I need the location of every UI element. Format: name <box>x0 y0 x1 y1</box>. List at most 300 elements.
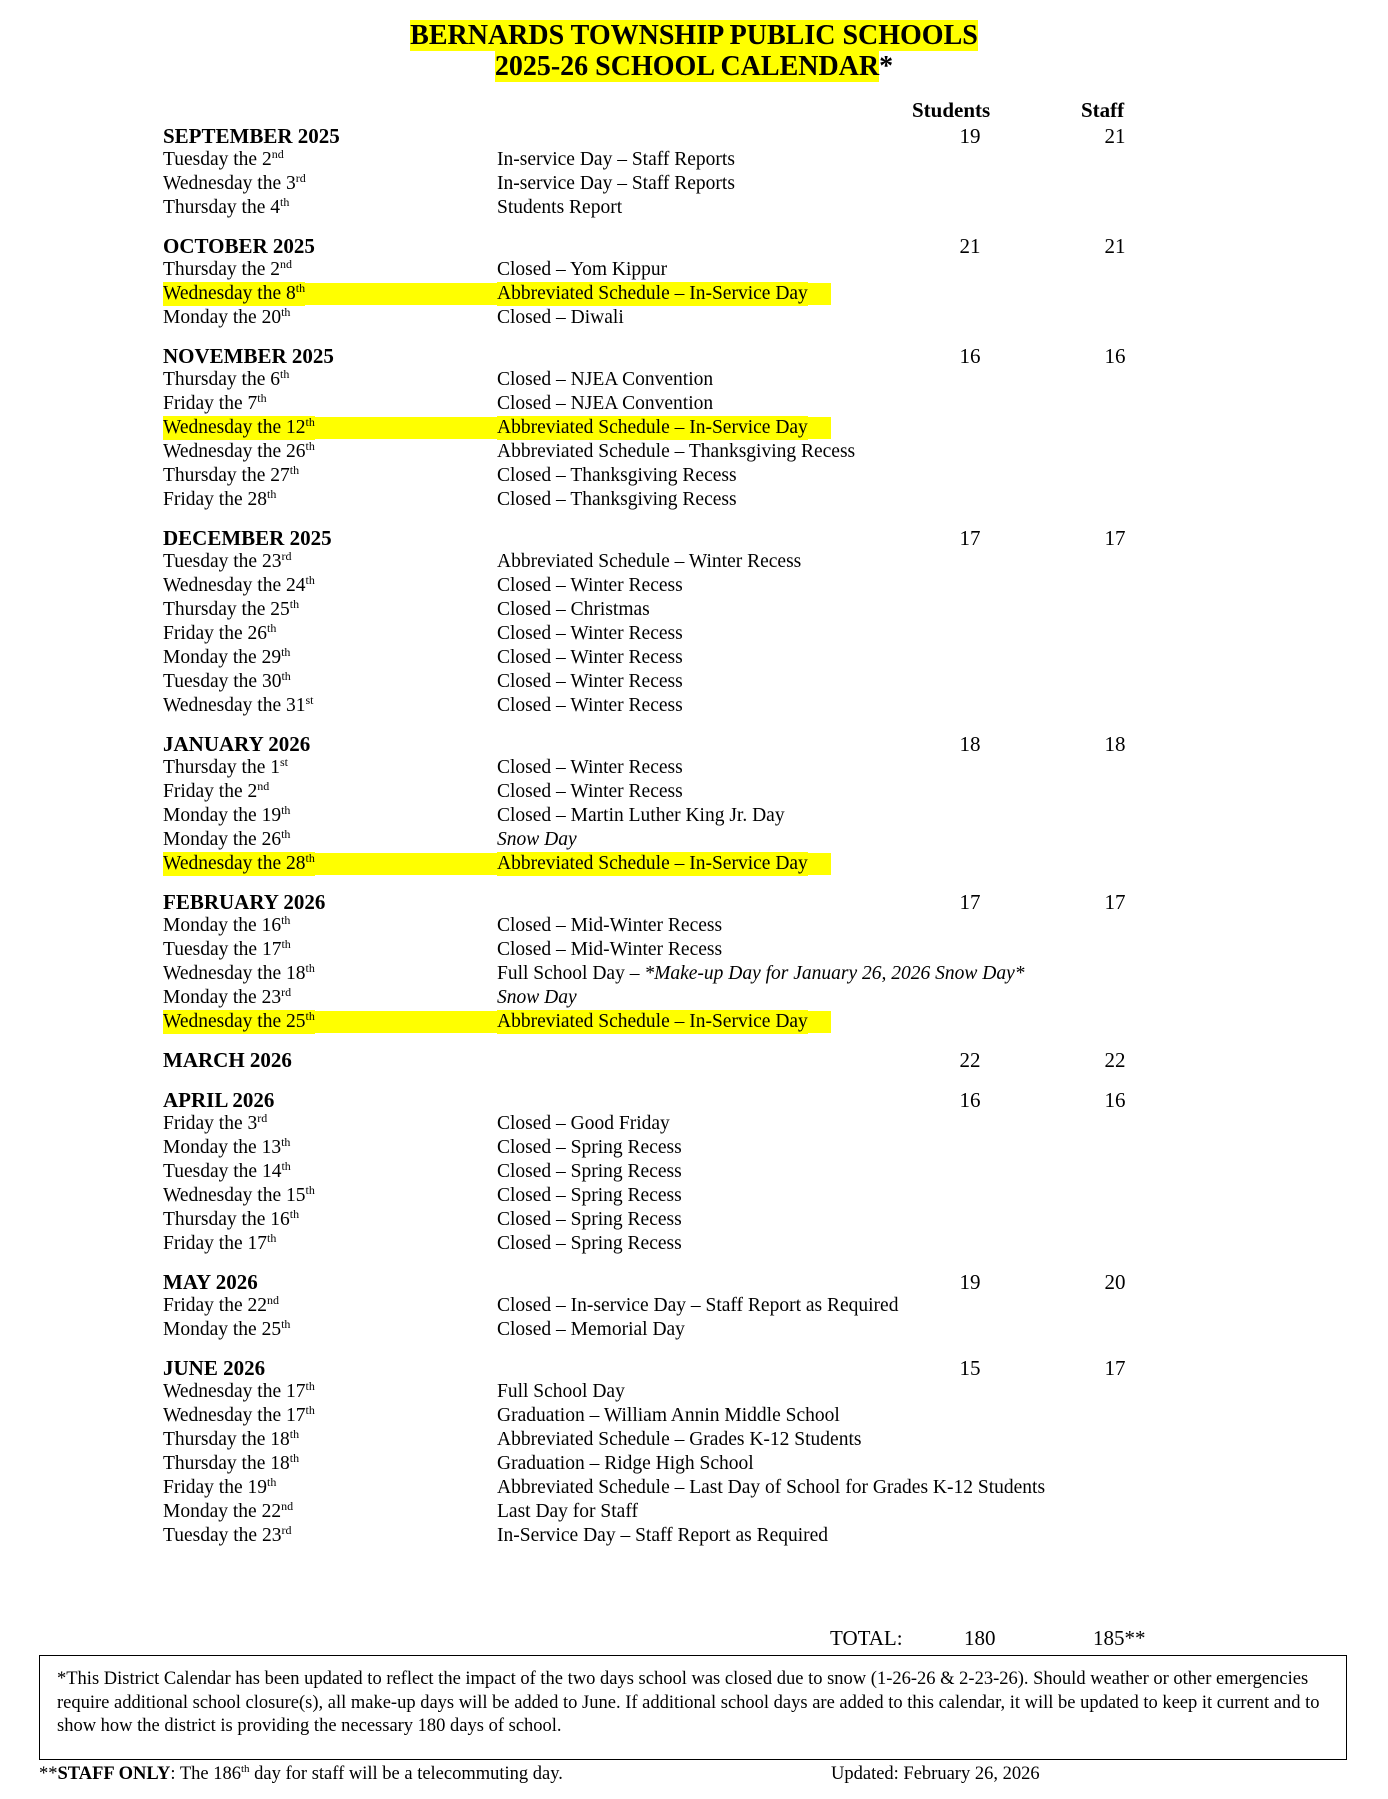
month-header-row <box>163 1088 1223 1112</box>
month-header-row <box>163 1270 1223 1294</box>
entry-day-suffix: th <box>289 1451 300 1465</box>
staff-day-count: 18 <box>1104 732 1126 756</box>
entry-description <box>497 196 622 220</box>
calendar-months <box>163 124 1223 1548</box>
students-day-count: 19 <box>959 124 981 148</box>
month-name: FEBRUARY 2026 <box>163 890 326 914</box>
entry-description-text: Closed – Winter Recess <box>497 757 683 778</box>
entry-day: Thursday the 18 <box>163 1429 290 1450</box>
entry-day: Friday the 3 <box>163 1113 258 1134</box>
document-title-line-1 <box>0 20 1388 51</box>
students-day-count: 22 <box>959 1048 981 1072</box>
entry-day-suffix: th <box>305 961 315 975</box>
month-section <box>163 124 1223 220</box>
students-day-count: 17 <box>959 526 981 550</box>
calendar-entry <box>163 1476 1223 1500</box>
calendar-entry <box>163 258 1223 282</box>
entry-description <box>497 1380 625 1404</box>
calendar-entry <box>163 1136 1223 1160</box>
calendar-entry <box>163 914 1223 938</box>
entry-day-suffix: th <box>305 1183 315 1197</box>
entry-description-text: Graduation – Ridge High School <box>497 1453 754 1474</box>
month-name: NOVEMBER 2025 <box>163 344 334 368</box>
entry-description-text: Closed – Thanksgiving Recess <box>497 489 737 510</box>
month-name: JANUARY 2026 <box>163 732 311 756</box>
entry-date <box>163 258 292 282</box>
entry-date <box>163 694 314 718</box>
entry-date <box>163 574 315 598</box>
calendar-entry <box>163 828 1223 852</box>
entry-description-text: Closed – Winter Recess <box>497 623 683 644</box>
entry-description-text: Closed – Good Friday <box>497 1113 670 1134</box>
entry-date <box>163 1294 279 1318</box>
entry-day: Tuesday the 14 <box>163 1161 282 1182</box>
entry-date <box>163 780 269 804</box>
entry-description-text: Closed – Spring Recess <box>497 1185 682 1206</box>
calendar-entry <box>163 1208 1223 1232</box>
entry-description <box>497 694 683 718</box>
month-section <box>163 344 1223 512</box>
entry-day: Thursday the 25 <box>163 599 290 620</box>
entry-day: Wednesday the 3 <box>163 173 296 194</box>
entry-description-text: Closed – Spring Recess <box>497 1209 682 1230</box>
calendar-entry <box>163 756 1223 780</box>
entry-description-text: Abbreviated Schedule – In-Service Day <box>497 1011 808 1032</box>
entry-day-suffix: rd <box>281 1523 292 1537</box>
entry-day-suffix: th <box>281 913 291 927</box>
entry-day: Friday the 17 <box>163 1233 267 1254</box>
entry-day-suffix: nd <box>279 257 292 271</box>
entry-day: Friday the 26 <box>163 623 267 644</box>
entry-description-text: Abbreviated Schedule – In-Service Day <box>497 283 808 304</box>
entry-description-text: Abbreviated Schedule – Grades K-12 Students <box>497 1429 862 1450</box>
calendar-entry <box>163 1404 1223 1428</box>
entry-day: Monday the 22 <box>163 1501 282 1522</box>
month-header-row <box>163 1048 1223 1072</box>
calendar-entry <box>163 1294 1223 1318</box>
staff-note-prefix: ** <box>39 1764 58 1784</box>
entry-day: Wednesday the 24 <box>163 575 306 596</box>
staff-day-count: 16 <box>1104 1088 1126 1112</box>
entry-day-suffix: th <box>266 1231 277 1245</box>
entry-date <box>163 852 315 876</box>
entry-day: Friday the 7 <box>163 393 258 414</box>
entry-description <box>497 780 683 804</box>
column-header-students: Students <box>912 98 991 122</box>
entry-date <box>163 1136 290 1160</box>
entry-date <box>163 828 290 852</box>
entry-date <box>163 1112 267 1136</box>
entry-date <box>163 306 290 330</box>
calendar-entry <box>163 574 1223 598</box>
month-header-row <box>163 526 1223 550</box>
staff-only-note <box>39 1762 563 1786</box>
entry-description-text: Abbreviated Schedule – Winter Recess <box>497 551 802 572</box>
entry-date <box>163 1476 276 1500</box>
calendar-entry <box>163 392 1223 416</box>
entry-description-text: Closed – Winter Recess <box>497 671 683 692</box>
calendar-entry <box>163 1112 1223 1136</box>
entry-date <box>163 488 276 512</box>
entry-date <box>163 804 290 828</box>
entry-day-suffix: th <box>281 305 291 319</box>
column-header-staff: Staff <box>1081 98 1125 122</box>
month-header-row <box>163 1356 1223 1380</box>
entry-day-suffix: th <box>266 487 277 501</box>
entry-day-suffix: th <box>279 367 290 381</box>
staff-note-text-after: day for staff will be a telecommuting day. <box>249 1764 563 1784</box>
staff-day-count: 16 <box>1104 344 1126 368</box>
entry-day: Monday the 16 <box>163 915 282 936</box>
entry-description-text: Abbreviated Schedule – Last Day of School for Grades K-12 Students <box>497 1477 1046 1498</box>
entry-description <box>497 914 722 938</box>
students-day-count: 16 <box>959 344 981 368</box>
calendar-entry-highlighted <box>163 1010 1223 1034</box>
entry-day: Thursday the 2 <box>163 259 280 280</box>
entry-day-suffix: th <box>289 463 300 477</box>
entry-day-suffix: th <box>266 1475 277 1489</box>
entry-date <box>163 914 290 938</box>
entry-date <box>163 938 291 962</box>
entry-date <box>163 1010 315 1034</box>
month-name: DECEMBER 2025 <box>163 526 332 550</box>
entry-day: Tuesday the 17 <box>163 939 282 960</box>
students-day-count: 15 <box>959 1356 981 1380</box>
entry-date <box>163 986 291 1010</box>
month-name: JUNE 2026 <box>163 1356 266 1380</box>
entry-day-suffix: rd <box>281 549 292 563</box>
entry-date <box>163 196 289 220</box>
entry-description <box>497 1452 754 1476</box>
calendar-entry <box>163 306 1223 330</box>
calendar-entry <box>163 598 1223 622</box>
entry-day: Tuesday the 30 <box>163 671 282 692</box>
entry-description-text: Closed – Thanksgiving Recess <box>497 465 737 486</box>
students-day-count: 17 <box>959 890 981 914</box>
staff-note-bold: STAFF ONLY <box>57 1764 171 1784</box>
entry-day: Thursday the 4 <box>163 197 280 218</box>
total-label: TOTAL: <box>830 1626 903 1650</box>
calendar-entry <box>163 440 1223 464</box>
entry-description <box>497 550 801 574</box>
month-section <box>163 1270 1223 1342</box>
staff-note-suffix: th <box>240 1763 250 1775</box>
entry-day-suffix: th <box>281 827 291 841</box>
entry-description-text: Closed – Martin Luther King Jr. Day <box>497 805 785 826</box>
entry-description-text: Closed – Winter Recess <box>497 575 683 596</box>
entry-description-text: Closed – Christmas <box>497 599 650 620</box>
entry-day-suffix: th <box>281 937 291 951</box>
entry-date <box>163 392 267 416</box>
entry-date <box>163 962 315 986</box>
entry-day-suffix: nd <box>266 1293 279 1307</box>
entry-day-suffix: th <box>279 195 290 209</box>
entry-description <box>497 1160 682 1184</box>
entry-date <box>163 1380 315 1404</box>
entry-description <box>497 828 577 852</box>
month-section <box>163 890 1223 1034</box>
entry-description-text: Closed – Spring Recess <box>497 1161 682 1182</box>
entry-description-text: Snow Day <box>497 829 577 850</box>
entry-day-suffix: th <box>305 573 315 587</box>
students-day-count: 18 <box>959 732 981 756</box>
entry-description-text: Closed – Mid-Winter Recess <box>497 939 723 960</box>
entry-date <box>163 1428 299 1452</box>
entry-date <box>163 1160 291 1184</box>
calendar-entry <box>163 148 1223 172</box>
entry-date <box>163 646 290 670</box>
entry-description <box>497 1136 682 1160</box>
entry-description <box>497 440 855 464</box>
month-section <box>163 1048 1223 1072</box>
entry-day: Thursday the 18 <box>163 1453 290 1474</box>
calendar-entry <box>163 488 1223 512</box>
entry-day: Wednesday the 26 <box>163 441 306 462</box>
entry-description <box>497 392 713 416</box>
entry-description <box>497 938 722 962</box>
entry-description-text: Closed – NJEA Convention <box>497 393 714 414</box>
month-name: SEPTEMBER 2025 <box>163 124 340 148</box>
entry-description <box>497 598 650 622</box>
entry-day-suffix: th <box>305 439 315 453</box>
entry-date <box>163 440 315 464</box>
entry-description-text: Full School Day – <box>497 963 645 984</box>
month-name: MARCH 2026 <box>163 1048 292 1072</box>
calendar-entry <box>163 694 1223 718</box>
entry-description-note: *Make-up Day for January 26, 2026 Snow Day* <box>644 963 1025 984</box>
month-header-row <box>163 890 1223 914</box>
entry-description <box>497 1232 682 1256</box>
calendar-entry <box>163 646 1223 670</box>
entry-description <box>497 1318 685 1342</box>
staff-day-count: 21 <box>1104 124 1126 148</box>
entry-day: Monday the 29 <box>163 647 282 668</box>
entry-date <box>163 1208 299 1232</box>
entry-description <box>497 670 683 694</box>
entry-date <box>163 1524 291 1548</box>
entry-day: Friday the 28 <box>163 489 267 510</box>
entry-description <box>497 962 1025 986</box>
month-name: APRIL 2026 <box>163 1088 275 1112</box>
entry-day: Monday the 20 <box>163 307 282 328</box>
month-name: OCTOBER 2025 <box>163 234 315 258</box>
entry-day: Wednesday the 15 <box>163 1185 306 1206</box>
calendar-entry <box>163 1184 1223 1208</box>
entry-day-suffix: th <box>305 1009 315 1023</box>
entry-description <box>497 416 808 440</box>
entry-date <box>163 670 291 694</box>
entry-day-suffix: th <box>281 1317 291 1331</box>
calendar-entry-highlighted <box>163 852 1223 876</box>
entry-description <box>497 574 683 598</box>
entry-description <box>497 1010 808 1034</box>
entry-day-suffix: th <box>257 391 267 405</box>
updated-date: Updated: February 26, 2026 <box>831 1764 1040 1784</box>
entry-description-text: Closed – Winter Recess <box>497 695 683 716</box>
month-header-row <box>163 732 1223 756</box>
entry-description-text: Closed – Spring Recess <box>497 1233 682 1254</box>
entry-description-text: Abbreviated Schedule – Thanksgiving Recess <box>497 441 856 462</box>
entry-description <box>497 646 683 670</box>
entry-description <box>497 756 683 780</box>
calendar-entry <box>163 670 1223 694</box>
total-students: 180 <box>964 1626 996 1650</box>
entry-description-text: Closed – Memorial Day <box>497 1319 685 1340</box>
total-staff: 185** <box>1093 1626 1146 1650</box>
calendar-entry <box>163 622 1223 646</box>
entry-day: Wednesday the 8 <box>163 283 296 304</box>
staff-note-text-before: : The 186 <box>170 1764 241 1784</box>
entry-description-text: Closed – In-service Day – Staff Report as Required <box>497 1295 899 1316</box>
entry-description <box>497 1524 828 1548</box>
entry-date <box>163 1452 299 1476</box>
calendar-entry <box>163 1500 1223 1524</box>
entry-description <box>497 1208 682 1232</box>
entry-description-text: Closed – NJEA Convention <box>497 369 714 390</box>
entry-day-suffix: th <box>305 1403 315 1417</box>
entry-description <box>497 282 808 306</box>
month-section <box>163 1356 1223 1548</box>
entry-day-suffix: th <box>281 645 291 659</box>
entry-day: Thursday the 27 <box>163 465 290 486</box>
calendar-entry <box>163 1452 1223 1476</box>
entry-date <box>163 756 288 780</box>
document-title-district: BERNARDS TOWNSHIP PUBLIC SCHOOLS <box>410 20 978 51</box>
entry-day: Friday the 2 <box>163 781 258 802</box>
entry-day: Thursday the 16 <box>163 1209 290 1230</box>
entry-date <box>163 1318 290 1342</box>
students-day-count: 21 <box>959 234 981 258</box>
entry-day-suffix: th <box>289 1207 300 1221</box>
staff-day-count: 17 <box>1104 890 1126 914</box>
entry-day: Monday the 25 <box>163 1319 282 1340</box>
month-section <box>163 1088 1223 1256</box>
footnote-text: *This District Calendar has been updated to reflect the impact of the two days school was closed due to snow (1-26-26 & 2-23-26). Should weather or other emergencies require additional school closure(s), all make-up days will be added to June. If additional school days are added to this calendar, it will be updated to keep it current and to show how the district is providing the necessary 180 days of school. <box>57 1669 1320 1736</box>
staff-day-count: 21 <box>1104 234 1126 258</box>
entry-date <box>163 1404 315 1428</box>
entry-description <box>497 306 624 330</box>
calendar-entry <box>163 1318 1223 1342</box>
entry-day-suffix: th <box>281 803 291 817</box>
entry-description <box>497 488 737 512</box>
entry-day: Wednesday the 17 <box>163 1381 306 1402</box>
staff-day-count: 17 <box>1104 526 1126 550</box>
month-header-row <box>163 344 1223 368</box>
entry-day-suffix: st <box>279 755 288 769</box>
entry-date <box>163 148 284 172</box>
entry-description <box>497 1294 898 1318</box>
staff-day-count: 20 <box>1104 1270 1126 1294</box>
entry-date <box>163 172 306 196</box>
entry-day: Wednesday the 31 <box>163 695 306 716</box>
entry-day-suffix: th <box>281 1135 291 1149</box>
entry-description-text: Abbreviated Schedule – In-Service Day <box>497 853 808 874</box>
month-section <box>163 732 1223 876</box>
calendar-entry <box>163 172 1223 196</box>
entry-description-text: Closed – Spring Recess <box>497 1137 682 1158</box>
month-name: MAY 2026 <box>163 1270 258 1294</box>
entry-day-suffix: th <box>281 1159 291 1173</box>
calendar-entry <box>163 196 1223 220</box>
entry-date <box>163 598 299 622</box>
entry-date <box>163 368 289 392</box>
entry-description-text: Abbreviated Schedule – In-Service Day <box>497 417 808 438</box>
entry-date <box>163 1500 293 1524</box>
entry-description-text: Closed – Winter Recess <box>497 781 683 802</box>
calendar-entry <box>163 1524 1223 1548</box>
entry-description <box>497 172 735 196</box>
entry-date <box>163 282 305 306</box>
entry-date <box>163 550 291 574</box>
entry-description-text: Closed – Winter Recess <box>497 647 683 668</box>
entry-day: Wednesday the 18 <box>163 963 306 984</box>
calendar-entry <box>163 368 1223 392</box>
students-day-count: 19 <box>959 1270 981 1294</box>
entry-day: Wednesday the 28 <box>163 853 306 874</box>
entry-description-text: In-service Day – Staff Reports <box>497 149 735 170</box>
calendar-entry <box>163 1232 1223 1256</box>
calendar-entry <box>163 1160 1223 1184</box>
entry-day-suffix: th <box>305 415 315 429</box>
entry-day-suffix: rd <box>295 171 306 185</box>
entry-day: Tuesday the 23 <box>163 551 282 572</box>
entry-day: Monday the 26 <box>163 829 282 850</box>
staff-day-count: 17 <box>1104 1356 1126 1380</box>
calendar-entry <box>163 550 1223 574</box>
entry-description-text: Closed – Yom Kippur <box>497 259 668 280</box>
entry-day: Tuesday the 23 <box>163 1525 282 1546</box>
calendar-entry-highlighted <box>163 416 1223 440</box>
entry-description-text: Snow Day <box>497 987 577 1008</box>
entry-description <box>497 1428 861 1452</box>
calendar-entry <box>163 464 1223 488</box>
month-header-row <box>163 124 1223 148</box>
entry-day: Tuesday the 2 <box>163 149 272 170</box>
entry-description-text: Full School Day <box>497 1381 625 1402</box>
entry-day: Wednesday the 12 <box>163 417 306 438</box>
entry-date <box>163 622 276 646</box>
entry-day-suffix: th <box>289 1427 300 1441</box>
document-title-line-2 <box>0 51 1388 82</box>
entry-day-suffix: th <box>281 669 291 683</box>
entry-day-suffix: th <box>305 851 315 865</box>
entry-description-text: Closed – Mid-Winter Recess <box>497 915 723 936</box>
calendar-entry <box>163 804 1223 828</box>
entry-day: Thursday the 1 <box>163 757 280 778</box>
entry-description <box>497 1476 1045 1500</box>
entry-description <box>497 1404 840 1428</box>
month-header-row <box>163 234 1223 258</box>
entry-description <box>497 852 808 876</box>
entry-day-suffix: rd <box>257 1111 268 1125</box>
entry-day-suffix: nd <box>271 147 284 161</box>
entry-day: Monday the 13 <box>163 1137 282 1158</box>
entry-day-suffix: nd <box>281 1499 294 1513</box>
entry-description-text: Last Day for Staff <box>497 1501 638 1522</box>
calendar-entry-highlighted <box>163 282 1223 306</box>
calendar-entry <box>163 962 1223 986</box>
entry-date <box>163 416 315 440</box>
entry-day-suffix: th <box>295 281 306 295</box>
entry-date <box>163 464 299 488</box>
entry-description <box>497 148 735 172</box>
entry-day: Friday the 22 <box>163 1295 267 1316</box>
entry-description-text: In-service Day – Staff Reports <box>497 173 735 194</box>
entry-description-text: Graduation – William Annin Middle School <box>497 1405 840 1426</box>
month-section <box>163 526 1223 718</box>
month-section <box>163 234 1223 330</box>
calendar-entry <box>163 780 1223 804</box>
